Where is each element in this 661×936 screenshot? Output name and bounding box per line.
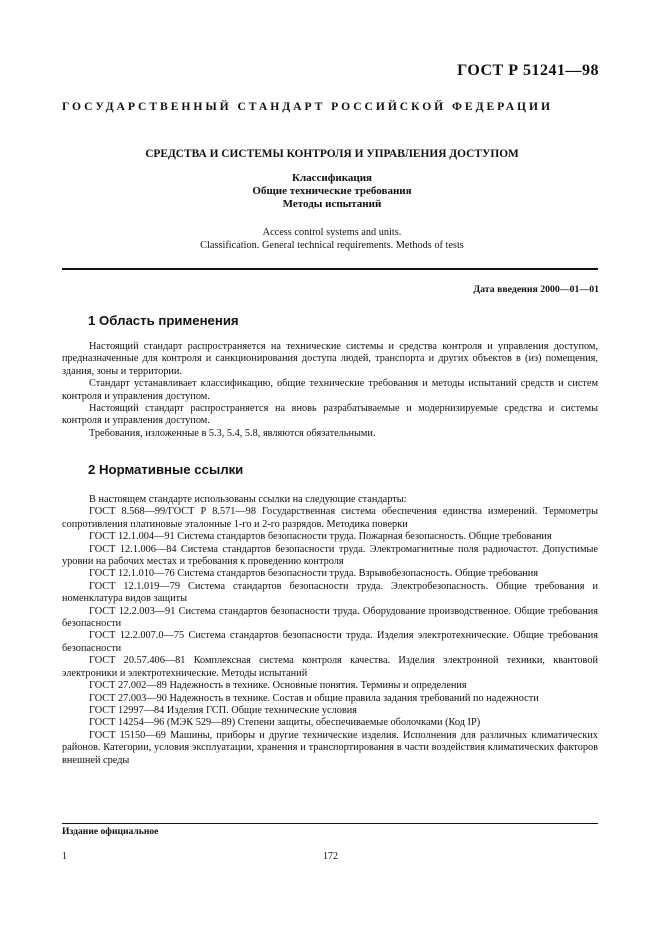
reference-item: ГОСТ 12.1.010—76 Система стандартов безопасности труда. Взрывобезопасность. Общие требования <box>89 568 539 580</box>
reference-item: ГОСТ 12.1.006—84 Система стандартов безопасности труда. Электромагнитные поля радиочастот. Допустимые уровни на рабочих местах и требования к проведению контроля <box>62 543 598 568</box>
document-code: ГОСТ Р 51241—98 <box>457 62 599 79</box>
paragraph: Требования, изложенные в 5.3, 5.4, 5.8, являются обязательными. <box>89 427 376 439</box>
official-edition-label: Издание официальное <box>62 826 159 837</box>
english-title-line: Classification. General technical requirements. Methods of tests <box>200 240 464 251</box>
page-number: 172 <box>323 851 338 862</box>
paragraph: Настоящий стандарт распространяется на вновь разрабатываемые и модернизируемые средства и системы контроля и управления доступом. <box>62 403 598 427</box>
section-body-references <box>62 494 598 767</box>
reference-item: ГОСТ 20.57.406—81 Комплексная система контроля качества. Изделия электронной техники, квантовой электроники и электротехнические. Методы испытаний <box>62 655 598 679</box>
state-standard-line: ГОСУДАРСТВЕННЫЙ СТАНДАРТ РОССИЙСКОЙ ФЕДЕРАЦИИ <box>62 100 553 113</box>
reference-item: ГОСТ 27.002—89 Надежность в технике. Основные понятия. Термины и определения <box>89 680 467 692</box>
reference-item: ГОСТ 12.2.007.0—75 Система стандартов безопасности труда. Изделия электротехнические. Общие требования безопасности <box>62 630 598 654</box>
reference-item: ГОСТ 14254—96 (МЭК 529—89) Степени защиты, обеспечиваемые оболочками (Код IP) <box>89 717 481 729</box>
reference-item: ГОСТ 15150—69 Машины, приборы и другие технические изделия. Исполнения для различных климатических районов. Категории, условия эксплуатации, хранения и транспортирования в части воздействия климатических факторов внешней среды <box>62 729 598 766</box>
standard-subtitles <box>62 172 602 211</box>
subtitle-test-methods: Методы испытаний <box>282 198 382 210</box>
english-title <box>62 226 602 252</box>
english-title-line: Access control systems and units. <box>262 227 402 238</box>
reference-item: ГОСТ 12.1.019—79 Система стандартов безопасности труда. Электробезопасность. Общие требования и номенклатура видов защиты <box>62 580 598 605</box>
paragraph: Настоящий стандарт распространяется на технические системы и средства контроля и управления доступом, предназначенные для контроля и санкционирования доступа людей, транспорта и других объектов в (из) помещения, здания, зоны и территории. <box>62 341 598 377</box>
paragraph: В настоящем стандарте использованы ссылки на следующие стандарты: <box>89 494 407 505</box>
standard-title: СРЕДСТВА И СИСТЕМЫ КОНТРОЛЯ И УПРАВЛЕНИЯ ДОСТУПОМ <box>145 148 519 160</box>
header-divider <box>62 268 598 270</box>
section-heading-scope: 1 Область применения <box>88 313 239 328</box>
reference-item: ГОСТ 12.1.004—91 Система стандартов безопасности труда. Пожарная безопасность. Общие требования <box>89 531 552 543</box>
introduction-date: Дата введения 2000—01—01 <box>473 284 599 295</box>
reference-item: ГОСТ 8.568—99/ГОСТ Р 8.571—98 Государственная система обеспечения единства измерений. Термометры сопротивления платиновые эталонные 1-го и 2-го разрядов. Методика поверки <box>62 506 598 530</box>
reference-item: ГОСТ 12997—84 Изделия ГСП. Общие технические условия <box>89 704 357 716</box>
section-heading-references: 2 Нормативные ссылки <box>88 462 244 477</box>
reference-item: ГОСТ 27.003—90 Надежность в технике. Состав и общие правила задания требований по надежности <box>89 692 539 704</box>
reference-item: ГОСТ 12.2.003—91 Система стандартов безопасности труда. Оборудование производственное. Общие требования безопасности <box>62 605 598 630</box>
section-body-scope <box>62 341 598 440</box>
subtitle-requirements: Общие технические требования <box>252 185 412 197</box>
paragraph: Стандарт устанавливает классификацию, общие технические требования и методы испытаний средств и систем контроля и управления доступом. <box>62 378 598 402</box>
left-number: 1 <box>62 851 67 862</box>
subtitle-classification: Классификация <box>292 172 372 184</box>
footer-divider <box>62 823 598 824</box>
